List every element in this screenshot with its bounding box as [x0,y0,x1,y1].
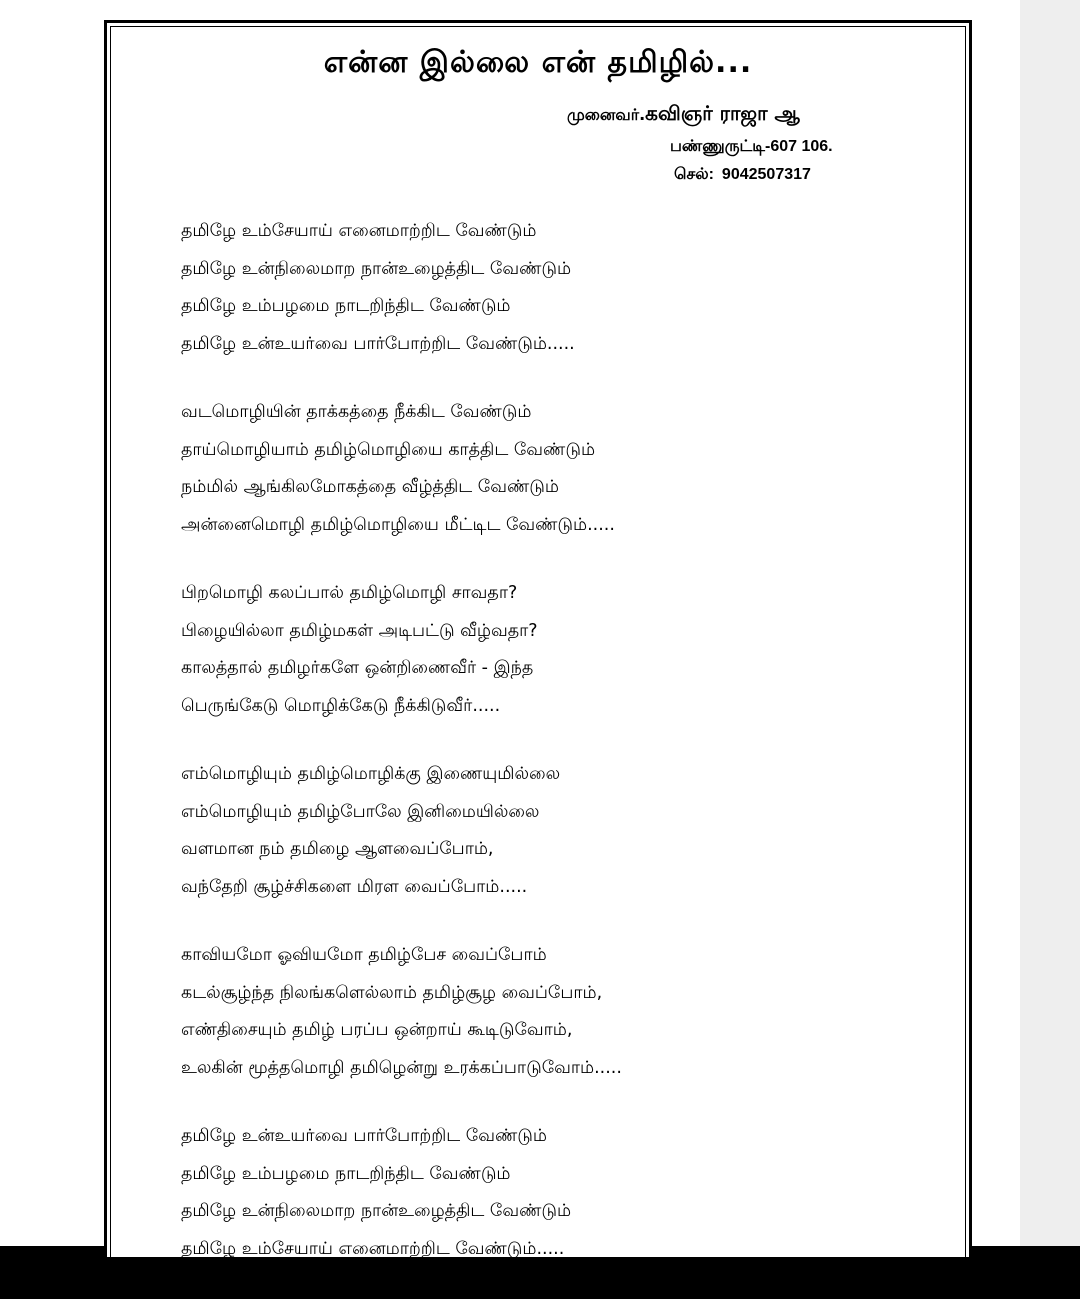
poem-line: காலத்தால் தமிழர்களே ஒன்றிணைவீர் - இந்த [181,658,534,678]
poem-line: தமிழே உம்பழமை நாடறிந்திட வேண்டும் [181,296,511,316]
poem-line: தாய்மொழியாம் தமிழ்மொழியை காத்திட வேண்டும் [181,439,596,460]
author-line [567,101,800,128]
left-margin [0,0,104,1246]
phone-label: செல்: [674,166,714,183]
phone-number: 9042507317 [721,166,811,183]
poem-line: வளமான நம் தமிழை ஆளவைப்போம், [181,839,494,859]
author-name: கவிஞர் ராஜா ஆ [645,101,800,125]
poem-line: எம்மொழியும் தமிழ்போலே இனிமையில்லை [181,801,540,822]
author-phone [674,165,811,185]
poem-line: பிறமொழி கலப்பால் தமிழ்மொழி சாவதா? [181,583,518,603]
poem-line: நம்மில் ஆங்கிலமோகத்தை வீழ்த்திட வேண்டும் [181,477,559,497]
document-page [104,20,972,1260]
poem-title: என்ன இல்லை என் தமிழில்... [323,45,753,80]
poem-body [181,213,921,1299]
right-margin [1020,0,1080,1246]
poem-line: எண்திசையும் தமிழ் பரப்ப ஒன்றாய் கூடிடுவோம், [181,1020,573,1040]
author-prefix: முனைவர். [567,105,646,124]
poem-line: தமிழே உன்உயர்வை பார்போற்றிட வேண்டும்..... [181,333,575,354]
poem-line: வந்தேறி சூழ்ச்சிகளை மிரள வைப்போம்..... [181,876,528,897]
poem-line: காவியமோ ஓவியமோ தமிழ்பேச வைப்போம் [181,945,547,965]
stanza-1 [181,213,921,363]
poem-line: தமிழே உன்உயர்வை பார்போற்றிட வேண்டும் [181,1126,547,1146]
poem-line: பிழையில்லா தமிழ்மகள் அடிபட்டு வீழ்வதா? [181,620,538,641]
poem-line: கடல்சூழ்ந்த நிலங்களெல்லாம் தமிழ்சூழ வைப்போம், [181,982,603,1003]
poem-line: எம்மொழியும் தமிழ்மொழிக்கு இணையுமில்லை [181,764,561,784]
stanza-4 [181,756,921,906]
poem-line: தமிழே உம்பழமை நாடறிந்திட வேண்டும் [181,1163,511,1184]
poem-line: தமிழே உன்நிலைமாற நான்உழைத்திட வேண்டும் [181,1201,572,1221]
stanza-5 [181,937,921,1087]
stanza-2 [181,394,921,544]
poem-line: தமிழே உம்சேயாய் எனைமாற்றிட வேண்டும் [181,221,537,241]
poem-line: தமிழே உம்சேயாய் எனைமாற்றிட வேண்டும்..... [181,1238,565,1259]
poem-line: உலகின் மூத்தமொழி தமிழென்று உரக்கப்பாடுவோம்..... [181,1057,622,1078]
author-place: பண்ணுருட்டி-607 106. [670,138,833,155]
poem-line: பெருங்கேடு மொழிக்கேடு நீக்கிடுவீர்..... [181,695,501,716]
poem-line: தமிழே உன்நிலைமாற நான்உழைத்திட வேண்டும் [181,258,572,279]
stanza-3 [181,575,921,725]
poem-line: வடமொழியின் தாக்கத்தை நீக்கிட வேண்டும் [181,402,532,422]
poem-line: அன்னைமொழி தமிழ்மொழியை மீட்டிட வேண்டும்..... [181,514,615,535]
